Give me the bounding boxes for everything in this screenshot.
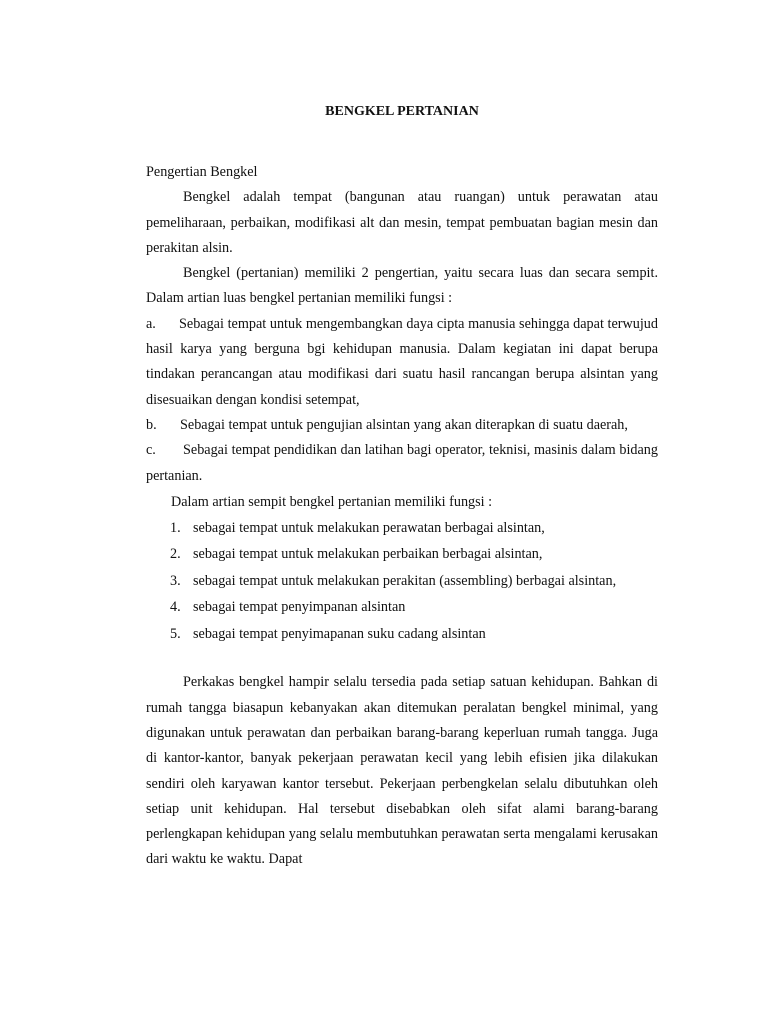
item-text: Sebagai tempat untuk mengembangkan daya cipta manusia sehingga dapat terwujud hasil karya yang berguna bgi kehidupan manusia. Dalam kegiatan ini dapat berupa tindakan perancangan atau modifikasi dari suatu hasil rancangan berupa alsintan yang disesuaikan dengan kondisi setempat, [146, 315, 658, 408]
item-marker: b. [146, 416, 157, 433]
broad-function-item [146, 413, 658, 438]
list-number: 1. [170, 519, 181, 536]
broad-function-item [146, 438, 658, 489]
list-text: sebagai tempat penyimpanan alsintan [193, 599, 406, 616]
item-marker: a. [146, 315, 156, 332]
paragraph-spacer [146, 647, 658, 670]
list-number: 3. [170, 572, 181, 589]
list-text: sebagai tempat penyimapanan suku cadang alsintan [193, 625, 486, 642]
list-number: 4. [170, 599, 181, 616]
item-text: Sebagai tempat pendidikan dan latihan bagi operator, teknisi, masinis dalam bidang pertanian. [146, 442, 658, 484]
broad-function-item [146, 312, 658, 413]
paragraph-definition: Bengkel adalah tempat (bangunan atau ruangan) untuk perawatan atau pemeliharaan, perbaikan, modifikasi alt dan mesin, tempat pembuatan bagian mesin dan perakitan alsin. [146, 189, 658, 256]
list-text: sebagai tempat untuk melakukan perbaikan berbagai alsintan, [193, 546, 543, 563]
narrow-functions-intro: Dalam artian sempit bengkel pertanian memiliki fungsi : [171, 493, 493, 510]
section-heading: Pengertian Bengkel [146, 164, 258, 180]
paragraph-two-meanings: Bengkel (pertanian) memiliki 2 pengertian, yaitu secara luas dan secara sempit. Dalam artian luas bengkel pertanian memiliki fungsi : [146, 265, 658, 307]
list-text: sebagai tempat untuk melakukan perakitan (assembling) berbagai alsintan, [193, 572, 617, 589]
item-text: Sebagai tempat untuk pengujian alsintan yang akan diterapkan di suatu daerah, [180, 416, 628, 433]
list-item [170, 621, 658, 648]
list-number: 2. [170, 546, 181, 563]
list-item [170, 541, 658, 568]
document-body [146, 101, 658, 873]
list-item [170, 515, 658, 542]
list-item [170, 594, 658, 621]
document-title: BENGKEL PERTANIAN [325, 104, 479, 119]
item-marker: c. [146, 442, 156, 459]
list-item [170, 568, 658, 595]
list-text: sebagai tempat untuk melakukan perawatan berbagai alsintan, [193, 519, 545, 536]
list-number: 5. [170, 625, 181, 642]
narrow-functions-list [146, 515, 658, 648]
paragraph-workshop-tools: Perkakas bengkel hampir selalu tersedia pada setiap satuan kehidupan. Bahkan di rumah tangga biasapun kebanyakan akan ditemukan peralatan bengkel minimal, yang digunakan untuk perawatan dan perbaikan barang-barang keperluan rumah tangga. Juga di kantor-kantor, banyak pekerjaan perawatan kecil yang lebih efisien jika dilakukan sendiri oleh karyawan kantor tersebut. Pekerjaan perbengkelan selalu dibutuhkan oleh setiap unit kehidupan. Hal tersebut disebabkan oleh sifat alami barang-barang perlengkapan kehidupan yang selalu membutuhkan perawatan serta mengalami kerusakan dari waktu ke waktu. Dapat [146, 674, 658, 868]
